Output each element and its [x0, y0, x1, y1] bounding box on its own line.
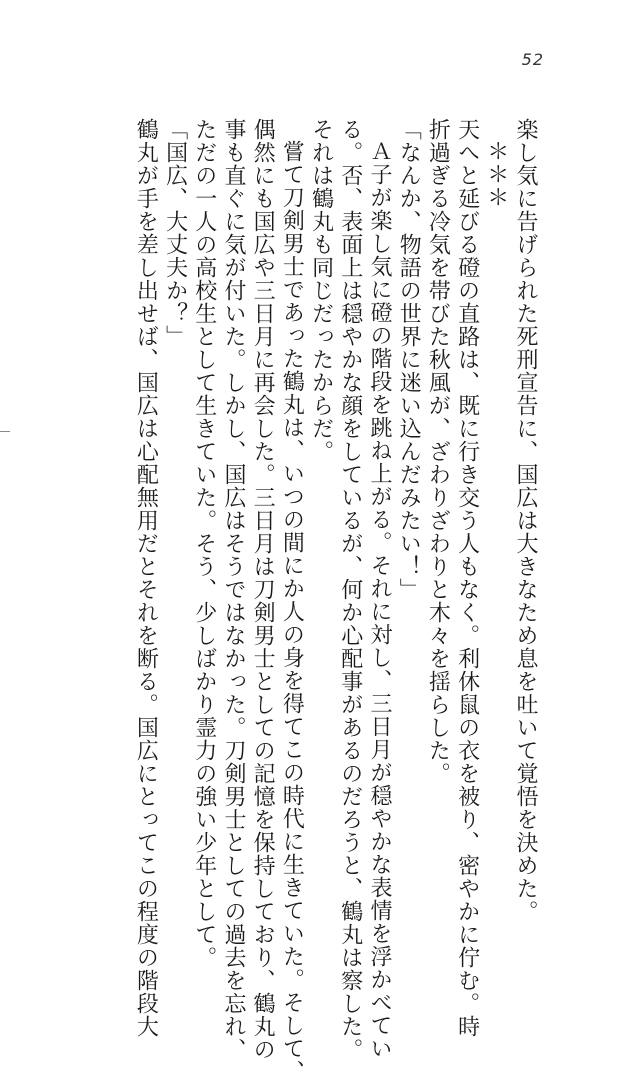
- text-line: 嘗て刀剣男士であった鶴丸は、いつの間にか人の身を得てこの時代に生きていた。そして、: [279, 140, 305, 1083]
- text-line: 「国広、大丈夫か？」: [162, 118, 188, 348]
- text-line: それは鶴丸も同じだったからだ。: [308, 118, 334, 463]
- text-line: 楽し気に告げられた死刑宣告に、国広は大きなため息を吐いて覚悟を決めた。: [513, 118, 538, 923]
- text-line: Ａ子が楽し気に磴の階段を跳ね上がる。それに対し、三日月が穏やかな表情を浮かべてい: [366, 140, 392, 1060]
- text-line: 事も直ぐに気が付いた。しかし、国広はそうではなかった。刀剣男士としての過去を忘れ、: [220, 118, 246, 1061]
- section-break: ＊＊＊: [483, 140, 509, 209]
- text-line: 「なんか、物語の世界に迷い込んだみたい！」: [396, 118, 422, 601]
- text-line: ただの一人の高校生として生きていた。そう、少しばかり霊力の強い少年として。: [191, 118, 217, 969]
- margin-tick: [0, 431, 10, 432]
- text-line: 鶴丸が手を差し出せば、国広は心配無用だとそれを断る。国広にとってこの程度の階段大: [133, 118, 159, 1038]
- text-line: る。否、表面上は穏やかな顔をしているが、何か心配事があるのだろうと、鶴丸は察した。: [337, 118, 363, 1061]
- page-number: 52: [521, 50, 544, 69]
- text-line: 天へと延びる磴の直路は、既に行き交う人もなく。利休鼠の衣を被り、密やかに佇む。時: [454, 118, 480, 1038]
- text-line: 偶然にも国広や三日月に再会した。三日月は刀剣男士としての記憶を保持しており、鶴丸の: [250, 118, 276, 1061]
- body-text: [131, 118, 540, 1083]
- text-line: 折過ぎる冷気を帯びた秋風が、ざわりざわりと木々を揺らした。: [425, 118, 451, 785]
